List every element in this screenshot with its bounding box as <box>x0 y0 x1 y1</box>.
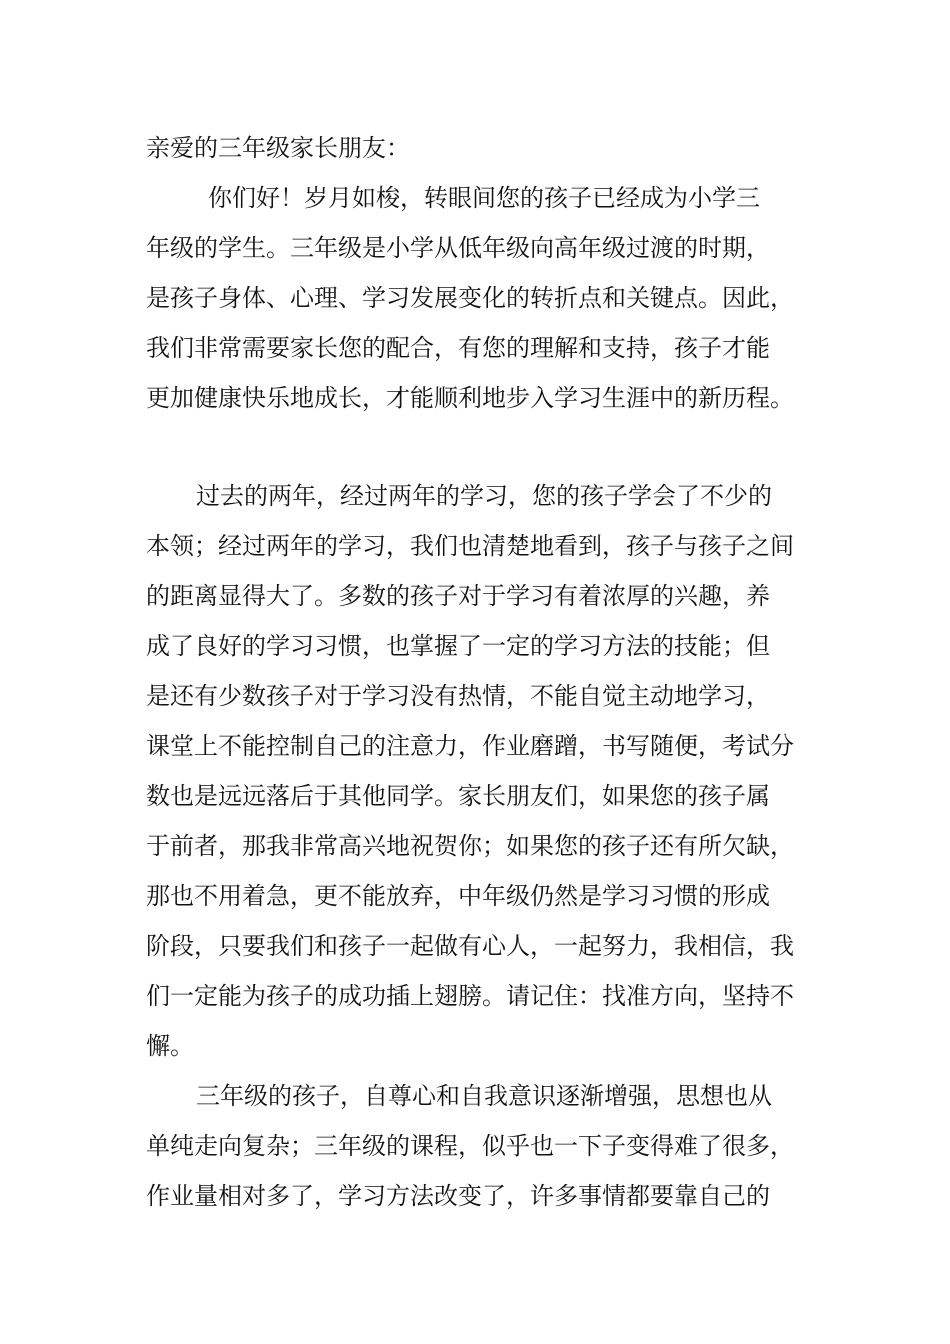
paragraph-line: 们一定能为孩子的成功插上翅膀。请记住：找准方向，坚持不 <box>146 982 794 1010</box>
paragraph-line: 是孩子身体、心理、学习发展变化的转折点和关键点。因此， <box>146 284 794 312</box>
paragraph-line: 数也是远远落后于其他同学。家长朋友们，如果您的孩子属 <box>146 782 770 810</box>
paragraph-line: 更加健康快乐地成长，才能顺利地步入学习生涯中的新历程。 <box>146 384 794 412</box>
paragraph-line: 我们非常需要家长您的配合，有您的理解和支持，孩子才能 <box>146 334 770 362</box>
paragraph-line: 三年级的孩子，自尊心和自我意识逐渐增强，思想也从 <box>196 1082 772 1110</box>
paragraph-line: 课堂上不能控制自己的注意力，作业磨蹭，书写随便，考试分 <box>146 732 794 760</box>
paragraph-line: 懈。 <box>146 1032 194 1060</box>
paragraph-line: 那也不用着急，更不能放弃，中年级仍然是学习习惯的形成 <box>146 882 770 910</box>
paragraph-line: 年级的学生。三年级是小学从低年级向高年级过渡的时期， <box>146 234 770 262</box>
paragraph-line: 成了良好的学习习惯，也掌握了一定的学习方法的技能；但 <box>146 632 770 660</box>
greeting: 亲爱的三年级家长朋友： <box>146 134 410 162</box>
paragraph-line: 于前者，那我非常高兴地祝贺你；如果您的孩子还有所欠缺， <box>146 832 794 860</box>
paragraph-line: 的距离显得大了。多数的孩子对于学习有着浓厚的兴趣，养 <box>146 582 770 610</box>
paragraph-line: 过去的两年，经过两年的学习，您的孩子学会了不少的 <box>196 482 772 510</box>
paragraph-line: 单纯走向复杂；三年级的课程，似乎也一下子变得难了很多， <box>146 1132 794 1160</box>
paragraph-line: 你们好！岁月如梭，转眼间您的孩子已经成为小学三 <box>208 184 760 212</box>
paragraph-line: 本领；经过两年的学习，我们也清楚地看到，孩子与孩子之间 <box>146 532 794 560</box>
paragraph-line: 阶段，只要我们和孩子一起做有心人，一起努力，我相信，我 <box>146 932 794 960</box>
paragraph-line: 作业量相对多了，学习方法改变了，许多事情都要靠自己的 <box>146 1182 770 1210</box>
paragraph-line: 是还有少数孩子对于学习没有热情，不能自觉主动地学习， <box>146 682 770 710</box>
